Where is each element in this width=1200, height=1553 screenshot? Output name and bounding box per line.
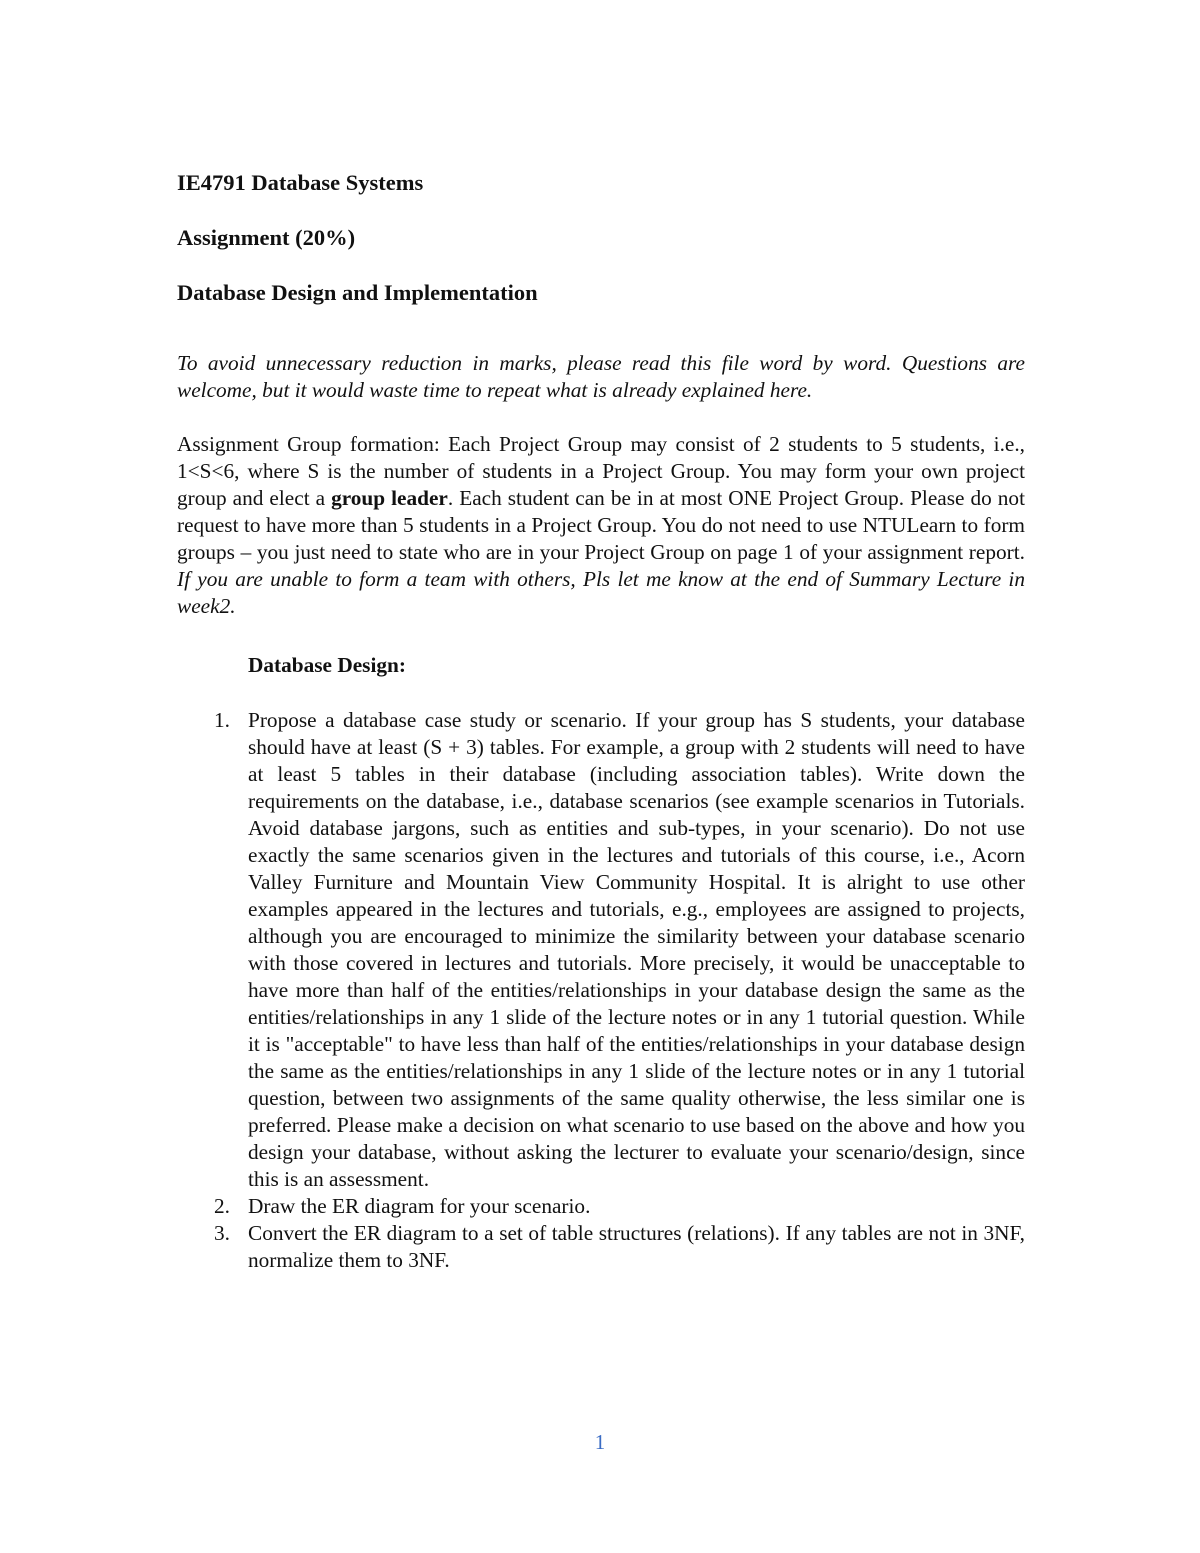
task-text: Propose a database case study or scenario. If your group has S students, your database should have at least (S + 3) tables. For example, a group with 2 students will need to have at least 5 tables in their database (including association tables). Write down the requirements on the database, i.e., database scenarios (see example scenarios in Tutorials. Avoid database jargons, such as entities and sub-types, in your scenario). Do not use exactly the same scenarios given in the lectures and tutorials of this course, i.e., Acorn Valley Furniture and Mountain View Community Hospital. It is alright to use other examples appeared in the lectures and tutorials, e.g., employees are assigned to projects, although you are encouraged to minimize the similarity between your database scenario with those covered in lectures and tutorials. More precisely, it would be unacceptable to have more than half of the entities/relationships in your database design the same as the entities/relationships in any 1 slide of the lecture notes or in any 1 tutorial question. While it is "acceptable" to have less than half of the entities/relationships in your database design the same as the entities/relationships in any 1 slide of the lecture notes or in any 1 tutorial question, between two assignments of the same quality otherwise, the less similar one is preferred. Please make a decision on what scenario to use based on the above and how you design your database, without asking the lecturer to evaluate your scenario/design, since this is an assessment. — [248, 708, 1025, 1191]
group-formation-paragraph — [177, 431, 1025, 620]
task-number: 2. — [214, 1194, 230, 1218]
task-item — [177, 707, 1025, 1193]
task-item — [177, 1220, 1025, 1274]
task-number: 3. — [214, 1221, 230, 1245]
course-title: IE4791 Database Systems — [177, 170, 424, 195]
group-formation-italic-note: If you are unable to form a team with others, Pls let me know at the end of Summary Lecture in week2. — [177, 567, 1025, 618]
reading-notice: To avoid unnecessary reduction in marks, please read this file word by word. Questions are welcome, but it would waste time to repeat what is already explained here. — [177, 351, 1025, 402]
task-list — [177, 707, 1025, 1274]
group-leader-emphasis: group leader — [331, 486, 448, 510]
topic-title: Database Design and Implementation — [177, 280, 538, 305]
page-content — [177, 168, 1025, 1274]
assignment-title: Assignment (20%) — [177, 225, 356, 250]
page-number: 1 — [594, 1430, 606, 1454]
task-text: Convert the ER diagram to a set of table structures (relations). If any tables are not in 3NF, normalize them to 3NF. — [248, 1221, 1025, 1272]
task-item — [177, 1193, 1025, 1220]
group-formation-text-1: Assignment Group formation: Each Project Group may consist of 2 students to 5 students, i.e., 1<S<6, where S is the number of students in a Project Group. You may form your own project group and elect a — [177, 432, 1025, 510]
task-text: Draw the ER diagram for your scenario. — [248, 1194, 591, 1218]
task-number: 1. — [214, 708, 230, 732]
group-formation-text-2: . Each student can be in at most ONE Project Group. Please do not request to have more than 5 students in a Project Group. You do not need to use NTULearn to form groups – you just need to state who are in your Project Group on page 1 of your assignment report. — [177, 486, 1025, 564]
database-design-heading: Database Design: — [248, 653, 406, 677]
